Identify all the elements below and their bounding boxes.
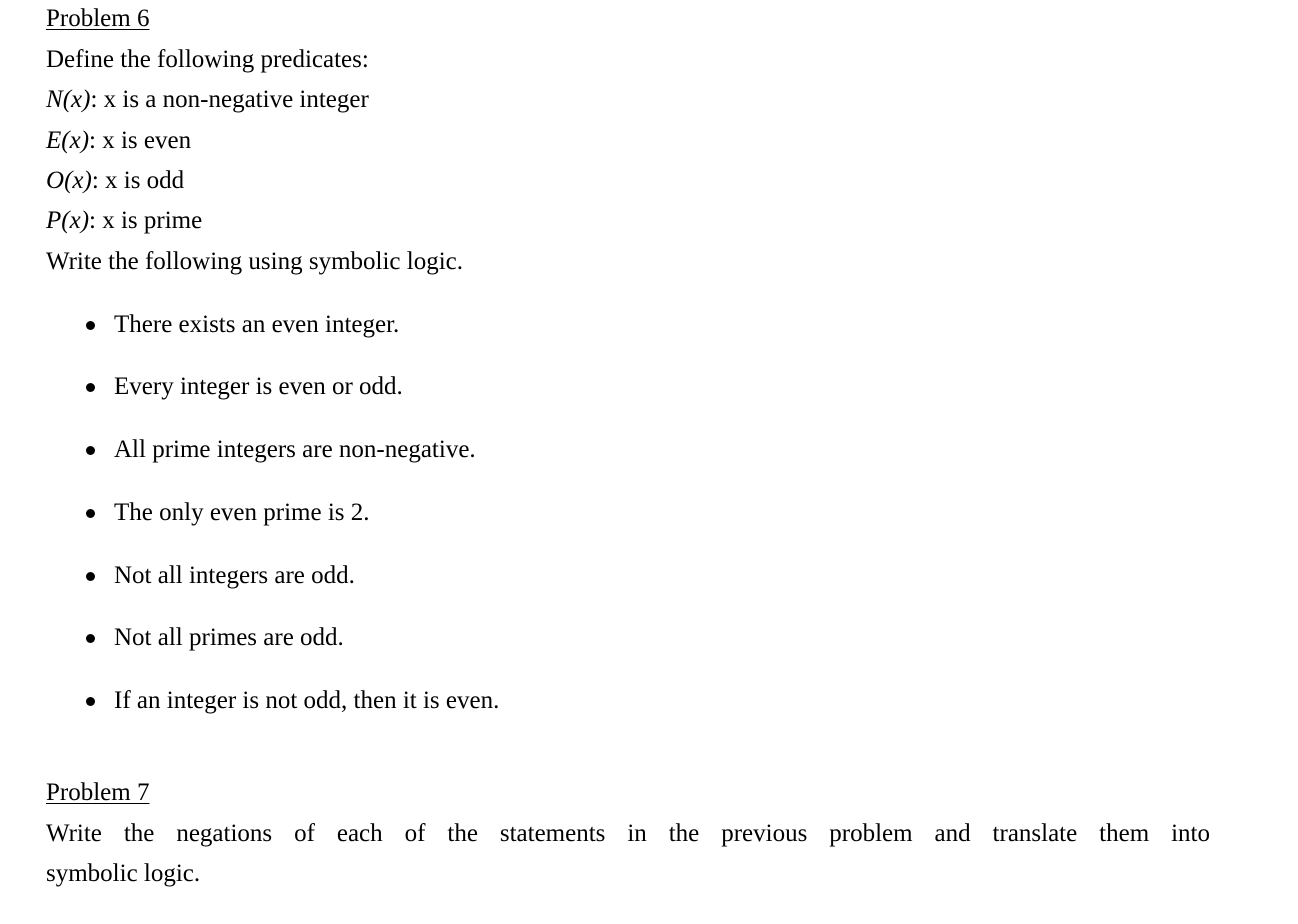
predicate-arg: (x): [61, 207, 90, 234]
bullet-icon: [86, 321, 95, 330]
list-item-text: Every integer is even or odd.: [114, 373, 403, 400]
predicate-o: [46, 167, 184, 195]
problem-7-title: Problem 7: [46, 779, 150, 806]
predicate-n: [46, 86, 369, 114]
problem-7-text-line-1: Write the negations of each of the statements in the previous problem and translate them into: [46, 820, 1210, 847]
list-item-text: Not all primes are odd.: [114, 624, 344, 651]
predicate-desc: : x is prime: [89, 207, 203, 234]
predicate-e: [46, 127, 191, 155]
list-item-text: The only even prime is 2.: [114, 499, 370, 526]
predicate-arg: (x): [64, 167, 92, 194]
predicate-symbol: P: [46, 207, 62, 234]
list-item-text: Not all integers are odd.: [114, 562, 355, 589]
bullet-icon: [86, 446, 95, 455]
problem-7-text-line-2: symbolic logic.: [46, 860, 201, 887]
predicate-symbol: O: [46, 167, 65, 194]
predicate-desc: : x is a non-negative integer: [90, 86, 369, 113]
bullet-icon: [86, 572, 95, 581]
predicate-symbol: N: [46, 86, 63, 113]
predicate-arg: (x): [61, 127, 90, 154]
bullet-icon: [86, 383, 95, 392]
bullet-icon: [86, 697, 95, 706]
predicate-symbol: E: [46, 127, 62, 154]
problem-6-title: Problem 6: [46, 5, 150, 32]
predicate-p: [46, 207, 202, 235]
predicate-desc: : x is odd: [91, 167, 185, 194]
predicate-desc: : x is even: [89, 127, 192, 154]
list-item-text: There exists an even integer.: [114, 311, 400, 338]
problem-6-instruction: Write the following using symbolic logic.: [46, 248, 463, 275]
problem-6-intro: Define the following predicates:: [46, 46, 369, 73]
list-item-text: All prime integers are non-negative.: [114, 436, 476, 463]
list-item-text: If an integer is not odd, then it is even.: [114, 687, 500, 714]
predicate-arg: (x): [62, 86, 91, 113]
bullet-icon: [86, 634, 95, 643]
bullet-icon: [86, 509, 95, 518]
